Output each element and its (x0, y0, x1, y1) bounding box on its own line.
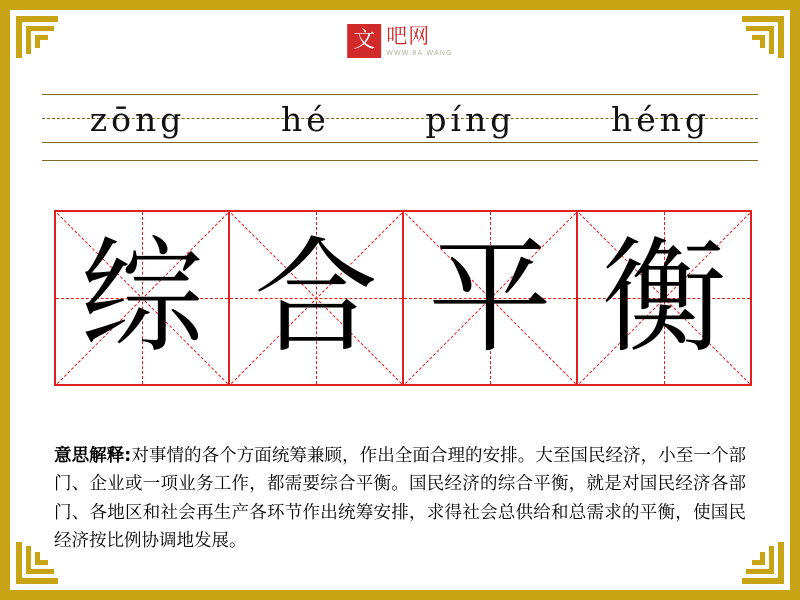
character-cell (402, 210, 578, 386)
character-glyph: 平 (427, 226, 552, 370)
character-glyph: 衡 (601, 226, 726, 370)
corner-ornament-top-right (740, 14, 786, 60)
pinyin-syllable-2: hé (281, 99, 330, 139)
character-cell (228, 210, 404, 386)
corner-ornament-bottom-right (740, 540, 786, 586)
character-cell (54, 210, 230, 386)
character-glyph: 综 (79, 226, 204, 370)
pinyin-row (42, 94, 758, 144)
logo-mark-icon: 文 (347, 24, 381, 58)
logo-tagline: WWW.8A.WANG (386, 49, 453, 57)
logo-name: 吧网 (386, 23, 431, 48)
pinyin-syllable-3: píng (425, 99, 516, 139)
explanation-label: 意思解释: (54, 446, 132, 466)
pinyin-syllable-4: héng (611, 99, 711, 139)
site-logo[interactable] (347, 24, 453, 58)
character-grid (54, 210, 750, 386)
pinyin-area (42, 88, 758, 164)
character-cell (576, 210, 752, 386)
corner-ornament-top-left (14, 14, 60, 60)
character-glyph: 合 (253, 226, 378, 370)
pinyin-syllable-1: zōng (89, 99, 186, 139)
explanation-block (54, 442, 746, 555)
explanation-text: 对事情的各个方面统筹兼顾，作出全面合理的安排。大至国民经济，小至一个部门、企业或一项业务工作，都需要综合平衡。国民经济的综合平衡，就是对国民经济各部门、各地区和社会再生产各环节作出统筹安排，求得社会总供给和总需求的平衡，使国民经济按比例协调地发展。 (54, 446, 747, 552)
staff-line-4 (42, 160, 758, 161)
logo-text (386, 23, 453, 57)
corner-ornament-bottom-left (14, 540, 60, 586)
